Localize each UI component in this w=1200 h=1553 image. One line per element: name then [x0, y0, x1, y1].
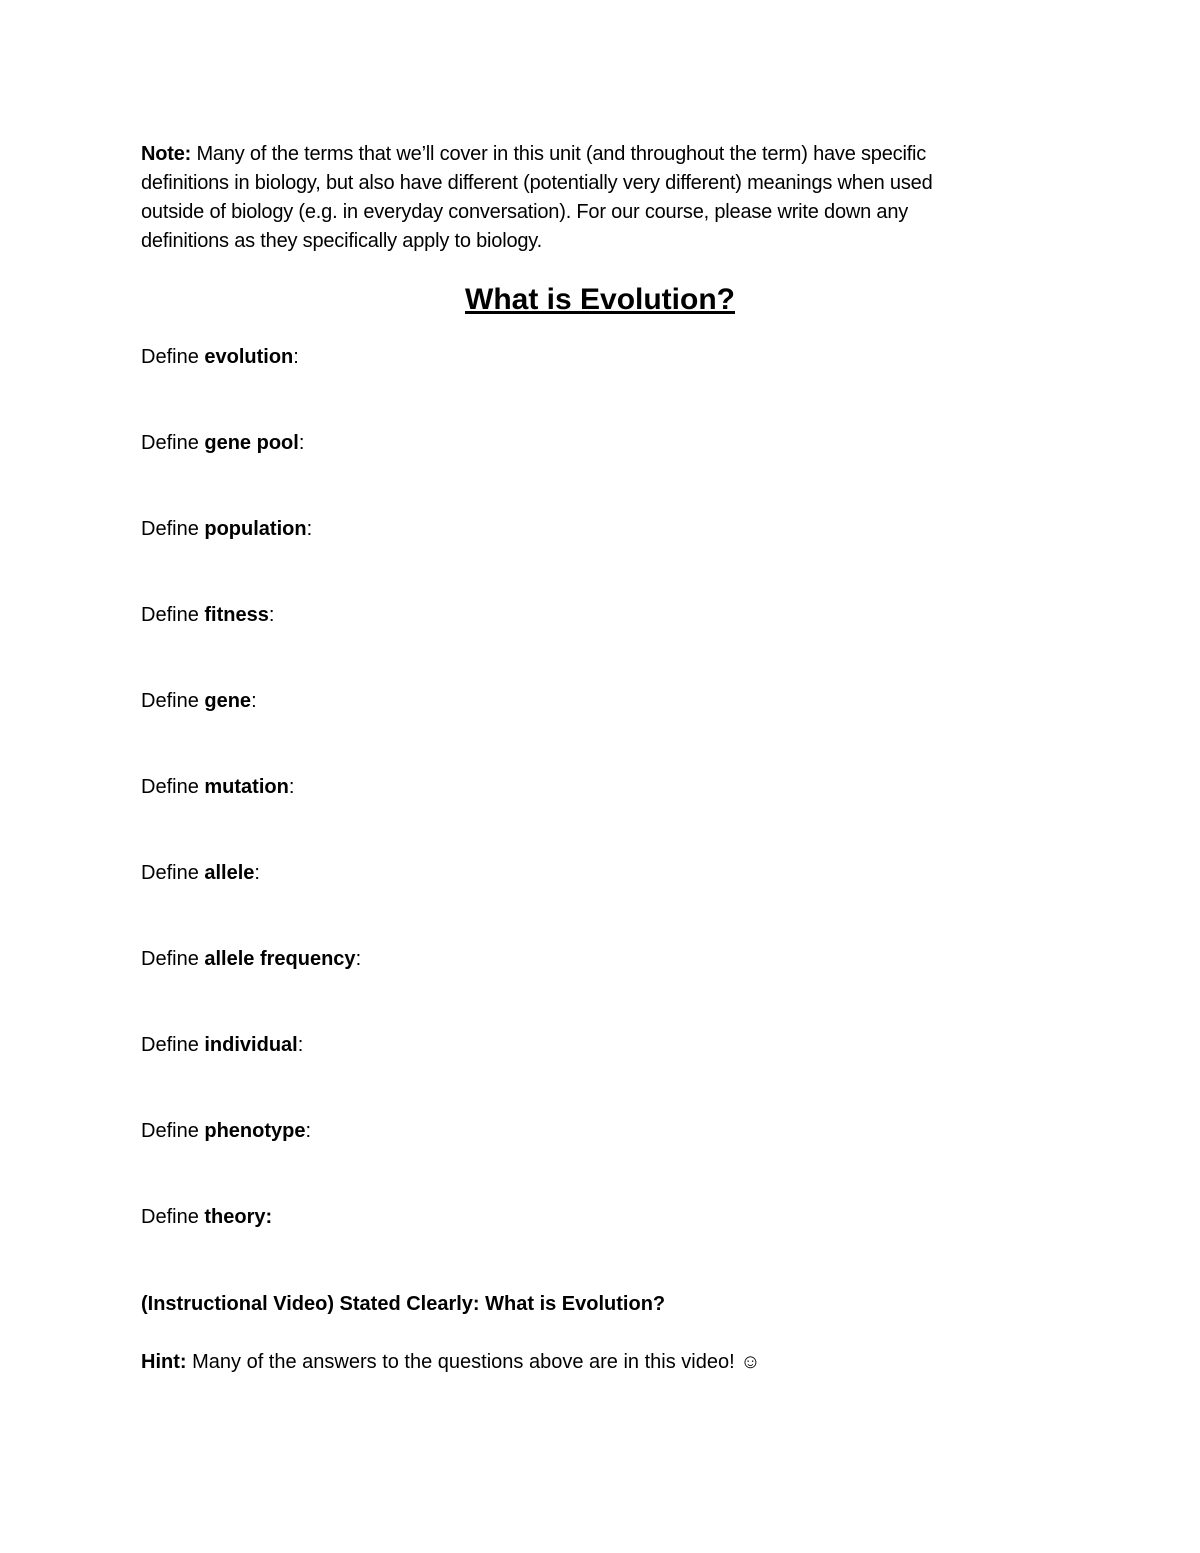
- define-prefix: Define: [141, 1120, 199, 1142]
- smiley-icon: ☺: [740, 1351, 761, 1373]
- define-term: population: [204, 518, 307, 540]
- define-colon: :: [251, 690, 257, 712]
- define-prefix: Define: [141, 948, 199, 970]
- define-colon: :: [268, 604, 275, 626]
- define-prefix: Define: [141, 518, 199, 540]
- instructional-video-title: (Instructional Video) Stated Clearly: What is Evolution?: [141, 1293, 666, 1315]
- define-term: allele: [204, 862, 255, 884]
- hint-text: Many of the answers to the questions above are in this video!: [192, 1351, 735, 1373]
- define-colon: :: [288, 776, 295, 798]
- define-term: phenotype: [204, 1120, 306, 1142]
- define-term: allele frequency: [204, 948, 356, 970]
- define-colon: :: [298, 432, 305, 454]
- define-item-population: [141, 515, 361, 601]
- define-item-gene: [141, 687, 361, 773]
- note-line-2: definitions in biology, but also have different (potentially very different) meanings when used: [141, 172, 933, 194]
- define-prefix: Define: [141, 690, 199, 712]
- define-item-evolution: [141, 343, 361, 429]
- define-prefix: Define: [141, 1206, 199, 1228]
- define-prefix: Define: [141, 776, 199, 798]
- note-line-1: [141, 140, 1041, 169]
- define-term: theory:: [204, 1206, 273, 1228]
- section-heading: What is Evolution?: [465, 283, 735, 316]
- define-item-allele-frequency: [141, 945, 361, 1031]
- note-label: Note:: [141, 143, 192, 165]
- define-term: individual: [204, 1034, 298, 1056]
- definition-list: [141, 343, 361, 1289]
- define-term: mutation: [204, 776, 289, 798]
- define-colon: :: [306, 518, 313, 540]
- hint-label: Hint:: [141, 1351, 187, 1373]
- define-item-theory: [141, 1203, 361, 1289]
- define-colon: :: [254, 862, 260, 884]
- define-item-mutation: [141, 773, 361, 859]
- define-item-allele: [141, 859, 361, 945]
- define-prefix: Define: [141, 346, 199, 368]
- define-item-gene-pool: [141, 429, 361, 515]
- define-colon: :: [293, 346, 299, 368]
- define-item-phenotype: [141, 1117, 361, 1203]
- define-prefix: Define: [141, 604, 199, 626]
- define-prefix: Define: [141, 862, 199, 884]
- define-term: fitness: [204, 604, 269, 626]
- define-term: gene pool: [204, 432, 299, 454]
- note-line-3: outside of biology (e.g. in everyday conversation). For our course, please write down any: [141, 201, 909, 223]
- define-term: gene: [204, 690, 252, 712]
- note-text-1: Many of the terms that we’ll cover in this unit (and throughout the term) have specific: [196, 143, 927, 165]
- define-colon: :: [297, 1034, 304, 1056]
- define-term: evolution: [204, 346, 294, 368]
- note-paragraph: [141, 140, 1041, 256]
- define-colon: :: [305, 1120, 312, 1142]
- define-prefix: Define: [141, 432, 199, 454]
- hint-paragraph: [141, 1348, 761, 1377]
- note-line-4: definitions as they specifically apply to biology.: [141, 230, 542, 252]
- define-item-individual: [141, 1031, 361, 1117]
- define-colon: :: [355, 948, 362, 970]
- define-prefix: Define: [141, 1034, 199, 1056]
- document-content: [141, 140, 1041, 1373]
- define-item-fitness: [141, 601, 361, 687]
